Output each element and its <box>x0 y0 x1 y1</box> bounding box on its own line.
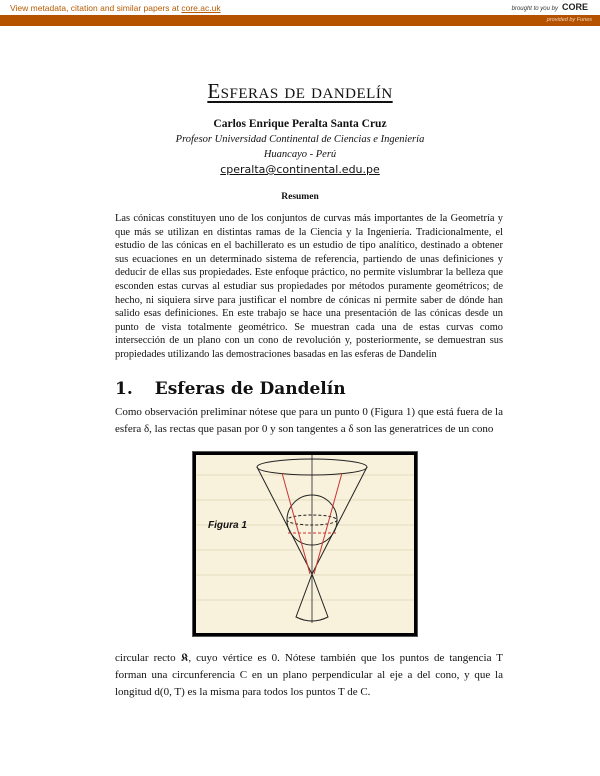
metadata-notice <box>10 3 221 13</box>
abstract-text: Las cónicas constituyen uno de los conjuntos de curvas más importantes de la Geometría y que más se utilizan en distintas ramas de la Ciencia y la Ingeniería. Tradicionalmente, el estudio de las cónicas en el bachillerato es un estudio de tipo analítico, destinado a obtener sus ecuaciones en un determinado sistema de referencia, partiendo de unas definiciones y deducir de ellas sus propiedades. Este enfoque práctico, no permite vislumbrar la belleza que esconden estas curvas al estudiar sus propiedades por métodos puramente geométricos; de hecho, ni siquiera sirve para justificar el nombre de cónicas ni permite saber de dónde han salido esas definiciones. En este trabajo se hace una presentación de las cónicas desde un punto de vista totalmente geométrico. Se muestran cada una de estas curvas como intersección de un plano con un cono de revolución y, posteriormente, se demuestran sus propiedades utilizando las demostraciones basadas en las esferas de Dandelin <box>115 213 503 360</box>
email-link[interactable]: cperalta@continental.edu.pe <box>220 163 380 176</box>
metadata-text: View metadata, citation and similar papers at <box>10 3 182 13</box>
brought-text: brought to you by <box>511 6 558 12</box>
provided-by[interactable]: provided by Funes <box>546 17 592 23</box>
core-banner <box>0 0 600 15</box>
core-logo[interactable]: CORE <box>561 2 588 12</box>
affiliation: Profesor Universidad Continental de Ciencias e Ingeniería <box>175 134 425 145</box>
provider-band <box>0 15 600 26</box>
dandelin-cone-diagram <box>196 455 414 633</box>
paragraph-2: circular recto 𝕶, cuyo vértice es 0. Nótese también que los puntos de tangencia T forman una circunferencia C en un plano perpendicular al eje a del cono, y que la longitud d(0, T) es la misma para todos los puntos T de C. <box>115 651 503 698</box>
paper-page <box>0 26 600 721</box>
section-heading <box>115 378 503 400</box>
section-title: Esferas de Dandelín <box>154 378 346 399</box>
core-link[interactable]: core.ac.uk <box>181 3 221 13</box>
section-number: 1. <box>115 378 133 399</box>
author: Carlos Enrique Peralta Santa Cruz <box>213 118 387 130</box>
figure-label: Figura 1 <box>208 519 247 531</box>
figure-1 <box>193 452 417 636</box>
brought-by <box>512 2 588 12</box>
paragraph-1: Como observación preliminar nótese que para un punto 0 (Figura 1) que está fuera de la esfera δ, las rectas que pasan por 0 y son tangentes a δ son las generatrices de un cono <box>115 405 503 435</box>
city: Huancayo - Perú <box>263 149 337 160</box>
abstract-title: Resumen <box>281 192 319 202</box>
paper-title: Esferas de dandelín <box>207 79 393 103</box>
